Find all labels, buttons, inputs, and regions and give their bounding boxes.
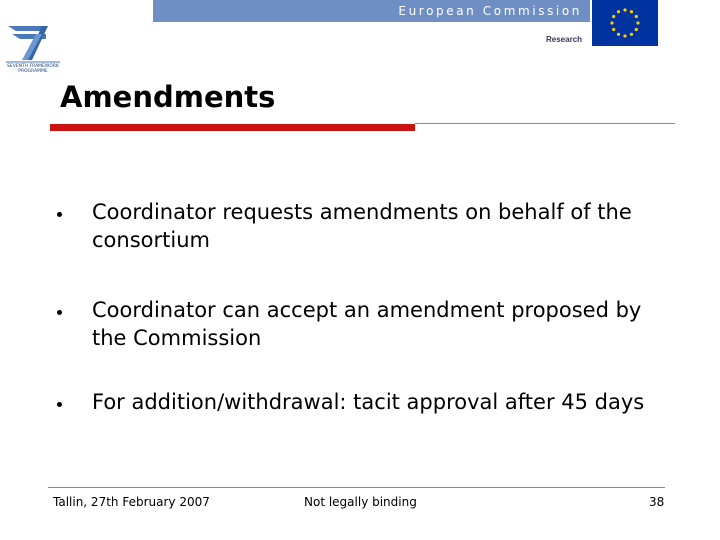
flag-star — [623, 34, 626, 37]
bullet-dot — [57, 212, 62, 217]
page-number: 38 — [649, 495, 665, 509]
slide-title: Amendments — [60, 80, 276, 114]
bullet-text: Coordinator requests amendments on behalf of the consortium — [92, 200, 632, 252]
commission-banner — [153, 0, 590, 22]
flag-star — [635, 15, 638, 18]
flag-star — [630, 10, 633, 13]
research-label: Research — [546, 35, 583, 44]
footer-rule — [48, 487, 665, 488]
flag-star — [610, 21, 613, 24]
flag-star — [612, 28, 615, 31]
flag-star — [623, 8, 626, 11]
bullet-text: Coordinator can accept an amendment proposed by the Commission — [92, 298, 642, 350]
footer-location-date: Tallin, 27th February 2007 — [53, 495, 210, 509]
bullet-dot — [57, 310, 62, 315]
bullet-text: For addition/withdrawal: tacit approval after 45 days — [92, 390, 645, 414]
svg-text:SEVENTH FRAMEWORK: SEVENTH FRAMEWORK — [7, 64, 59, 69]
flag-star — [630, 33, 633, 36]
bullet-dot — [57, 402, 62, 407]
title-underline-accent — [50, 124, 415, 131]
flag-star — [636, 21, 639, 24]
flag-star — [612, 15, 615, 18]
flag-star — [617, 33, 620, 36]
eu-flag-icon — [592, 0, 658, 46]
footer-disclaimer: Not legally binding — [304, 495, 417, 509]
flag-star — [635, 28, 638, 31]
title-underline-line — [415, 123, 675, 124]
fp7-logo — [2, 20, 64, 72]
flag-star — [617, 10, 620, 13]
banner-text: European Commission — [398, 4, 582, 18]
svg-text:PROGRAMME: PROGRAMME — [18, 69, 48, 72]
